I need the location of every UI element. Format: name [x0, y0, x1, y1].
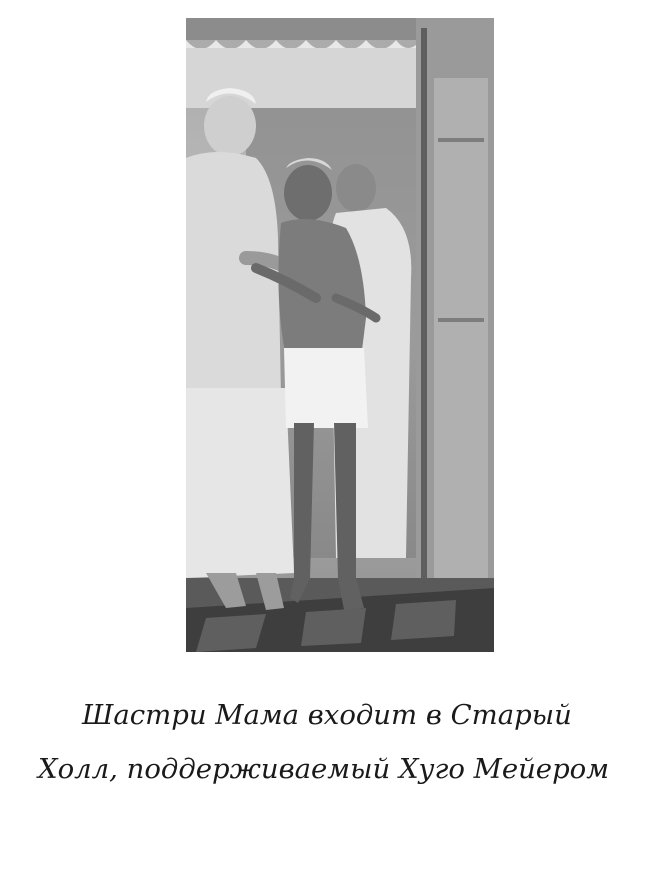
black-and-white-photograph: [186, 18, 494, 652]
photo-caption: Шастри Мама входит в Старый Холл, поддерживаемый Хуго Мейером: [38, 699, 610, 785]
photo-figure: [186, 18, 494, 652]
